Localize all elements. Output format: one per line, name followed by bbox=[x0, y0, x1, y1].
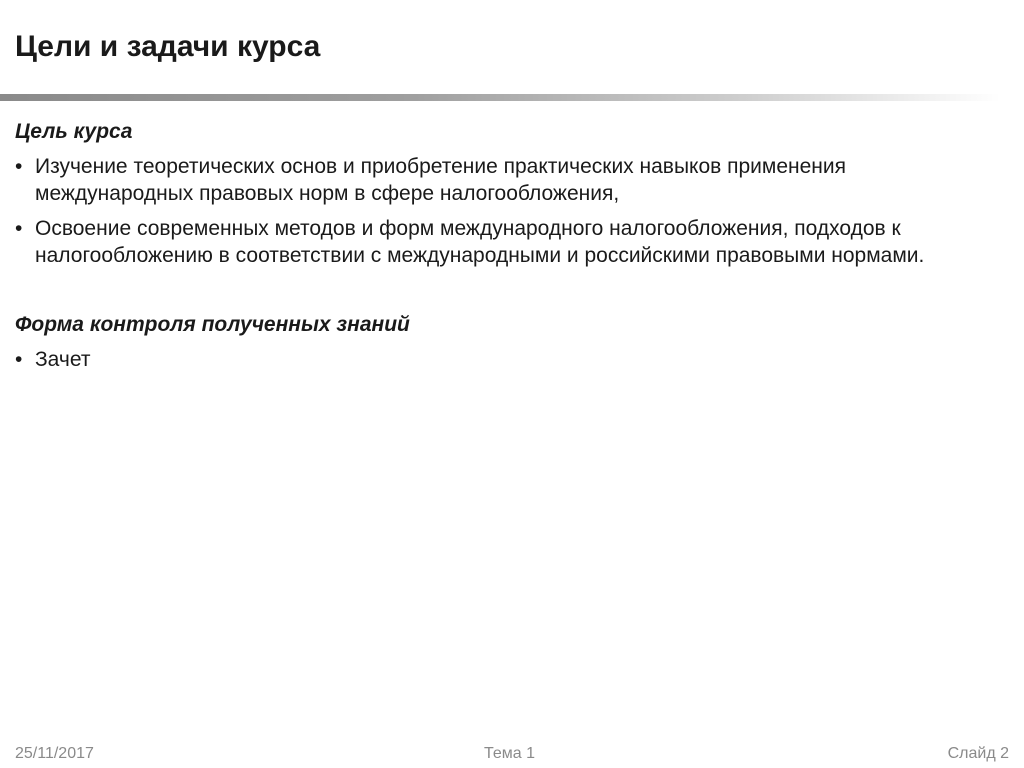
list-item bbox=[15, 346, 1005, 373]
footer-topic: Тема 1 bbox=[484, 745, 536, 762]
list-item-text: Изучение теоретических основ и приобретение практических навыков применения международных правовых норм в сфере налогообложения, bbox=[35, 155, 847, 205]
list-item-text: Освоение современных методов и форм международного налогообложения, подходов к налогообложению в соответствии с международными и российскими правовыми нормами. bbox=[35, 217, 925, 267]
slide-title: Цели и задачи курса bbox=[15, 30, 321, 63]
section-heading-course-goal: Цель курса bbox=[15, 120, 133, 143]
assessment-form-list bbox=[15, 346, 1005, 373]
footer-date: 25/11/2017 bbox=[15, 745, 94, 762]
title-divider bbox=[0, 94, 1000, 101]
list-item-text: Зачет bbox=[35, 348, 91, 371]
footer-slide-number: Слайд 2 bbox=[947, 745, 1009, 762]
list-item bbox=[15, 215, 1005, 269]
bullet-icon: • bbox=[15, 217, 23, 240]
course-goal-list bbox=[15, 153, 1005, 269]
slide-content bbox=[15, 118, 1005, 381]
list-item bbox=[15, 153, 1005, 207]
section-heading-assessment-form: Форма контроля полученных знаний bbox=[15, 313, 410, 336]
bullet-icon: • bbox=[15, 348, 23, 371]
bullet-icon: • bbox=[15, 155, 23, 178]
